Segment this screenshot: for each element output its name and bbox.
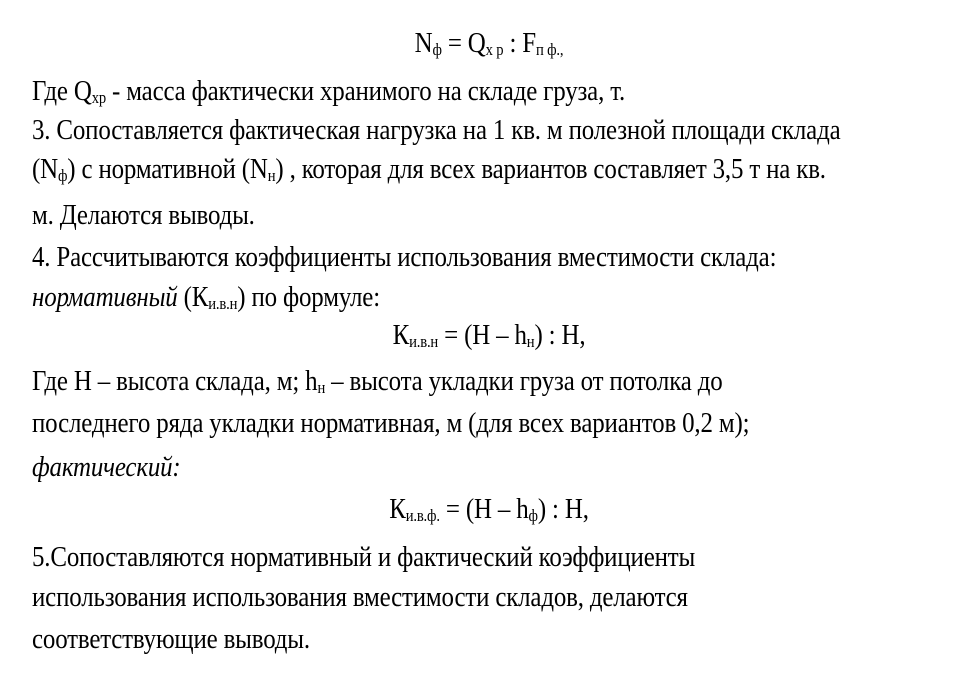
formula3-sub-a: и.в.ф.	[405, 506, 440, 525]
paragraph-line-6	[32, 280, 380, 321]
line6-italic: нормативный	[32, 281, 178, 313]
paragraph-line-7	[32, 364, 723, 405]
line6-part-b: ) по формуле:	[237, 281, 380, 313]
formula-n-f-eq: = Q	[441, 27, 486, 59]
line1-part-a: Где Q	[32, 75, 92, 107]
line7-sub: н	[317, 378, 326, 397]
line4-text: м. Делаются выводы.	[32, 199, 255, 231]
formula-n-f-q-sub: х р	[485, 40, 504, 59]
line3-sub-b: н	[267, 166, 276, 185]
line6-part-a: (К	[177, 281, 209, 313]
line5-text: 4. Рассчитываются коэффициенты использования вместимости склада:	[32, 241, 777, 273]
paragraph-line-10	[32, 540, 695, 574]
formula-n-f-f-sub: п ф.,	[535, 40, 564, 59]
formula2-part-b: = (Н – h	[438, 319, 527, 351]
formula-k-ivf	[68, 492, 909, 533]
line3-part-b: ) с нормативной (N	[67, 153, 268, 185]
formula-n-f	[68, 26, 909, 67]
formula2-sub-b: н	[526, 332, 535, 351]
formula2-sub-a: и.в.н	[409, 332, 439, 351]
paragraph-line-4	[32, 198, 255, 232]
paragraph-line-5	[32, 240, 776, 274]
line10-text: 5.Сопоставляются нормативный и фактический коэффициенты	[32, 541, 696, 573]
line11-text: использования использования вместимости складов, делаются	[32, 581, 688, 613]
paragraph-line-12	[32, 622, 310, 656]
formula-n-f-lhs: N	[414, 27, 433, 59]
paragraph-line-8	[32, 406, 749, 440]
formula3-part-c: ) : Н,	[537, 493, 589, 525]
formula-n-f-lhs-sub: ф	[432, 40, 442, 59]
formula3-part-b: = (Н – h	[439, 493, 529, 525]
formula3-part-a: К	[389, 493, 406, 525]
formula-k-ivn	[68, 318, 909, 359]
paragraph-line-3	[32, 152, 826, 193]
paragraph-line-1	[32, 74, 625, 115]
line6-sub: и.в.н	[208, 294, 238, 313]
formula3-sub-b: ф	[528, 506, 538, 525]
paragraph-line-9	[32, 450, 181, 484]
line9-italic: фактический:	[32, 451, 181, 483]
paragraph-line-2	[32, 113, 840, 147]
paragraph-line-11	[32, 580, 688, 614]
line8-text: последнего ряда укладки нормативная, м (для всех вариантов 0,2 м);	[32, 407, 750, 439]
formula2-part-a: К	[392, 319, 410, 351]
line3-part-a: (N	[32, 153, 58, 185]
formula2-part-c: ) : Н,	[534, 319, 586, 351]
line3-part-c: ) , которая для всех вариантов составляет 3,5 т на кв.	[275, 153, 826, 185]
formula-n-f-colon: : F	[503, 27, 536, 59]
line7-part-b: – высота укладки груза от потолка до	[325, 365, 723, 397]
line3-sub-a: ф	[57, 166, 68, 185]
line1-sub: хр	[91, 88, 106, 107]
line12-text: соответствующие выводы.	[32, 623, 310, 655]
line7-part-a: Где Н – высота склада, м; h	[32, 365, 318, 397]
line2-text: 3. Сопоставляется фактическая нагрузка на 1 кв. м полезной площади склада	[32, 114, 841, 146]
line1-part-b: - масса фактически хранимого на складе груза, т.	[105, 75, 626, 107]
